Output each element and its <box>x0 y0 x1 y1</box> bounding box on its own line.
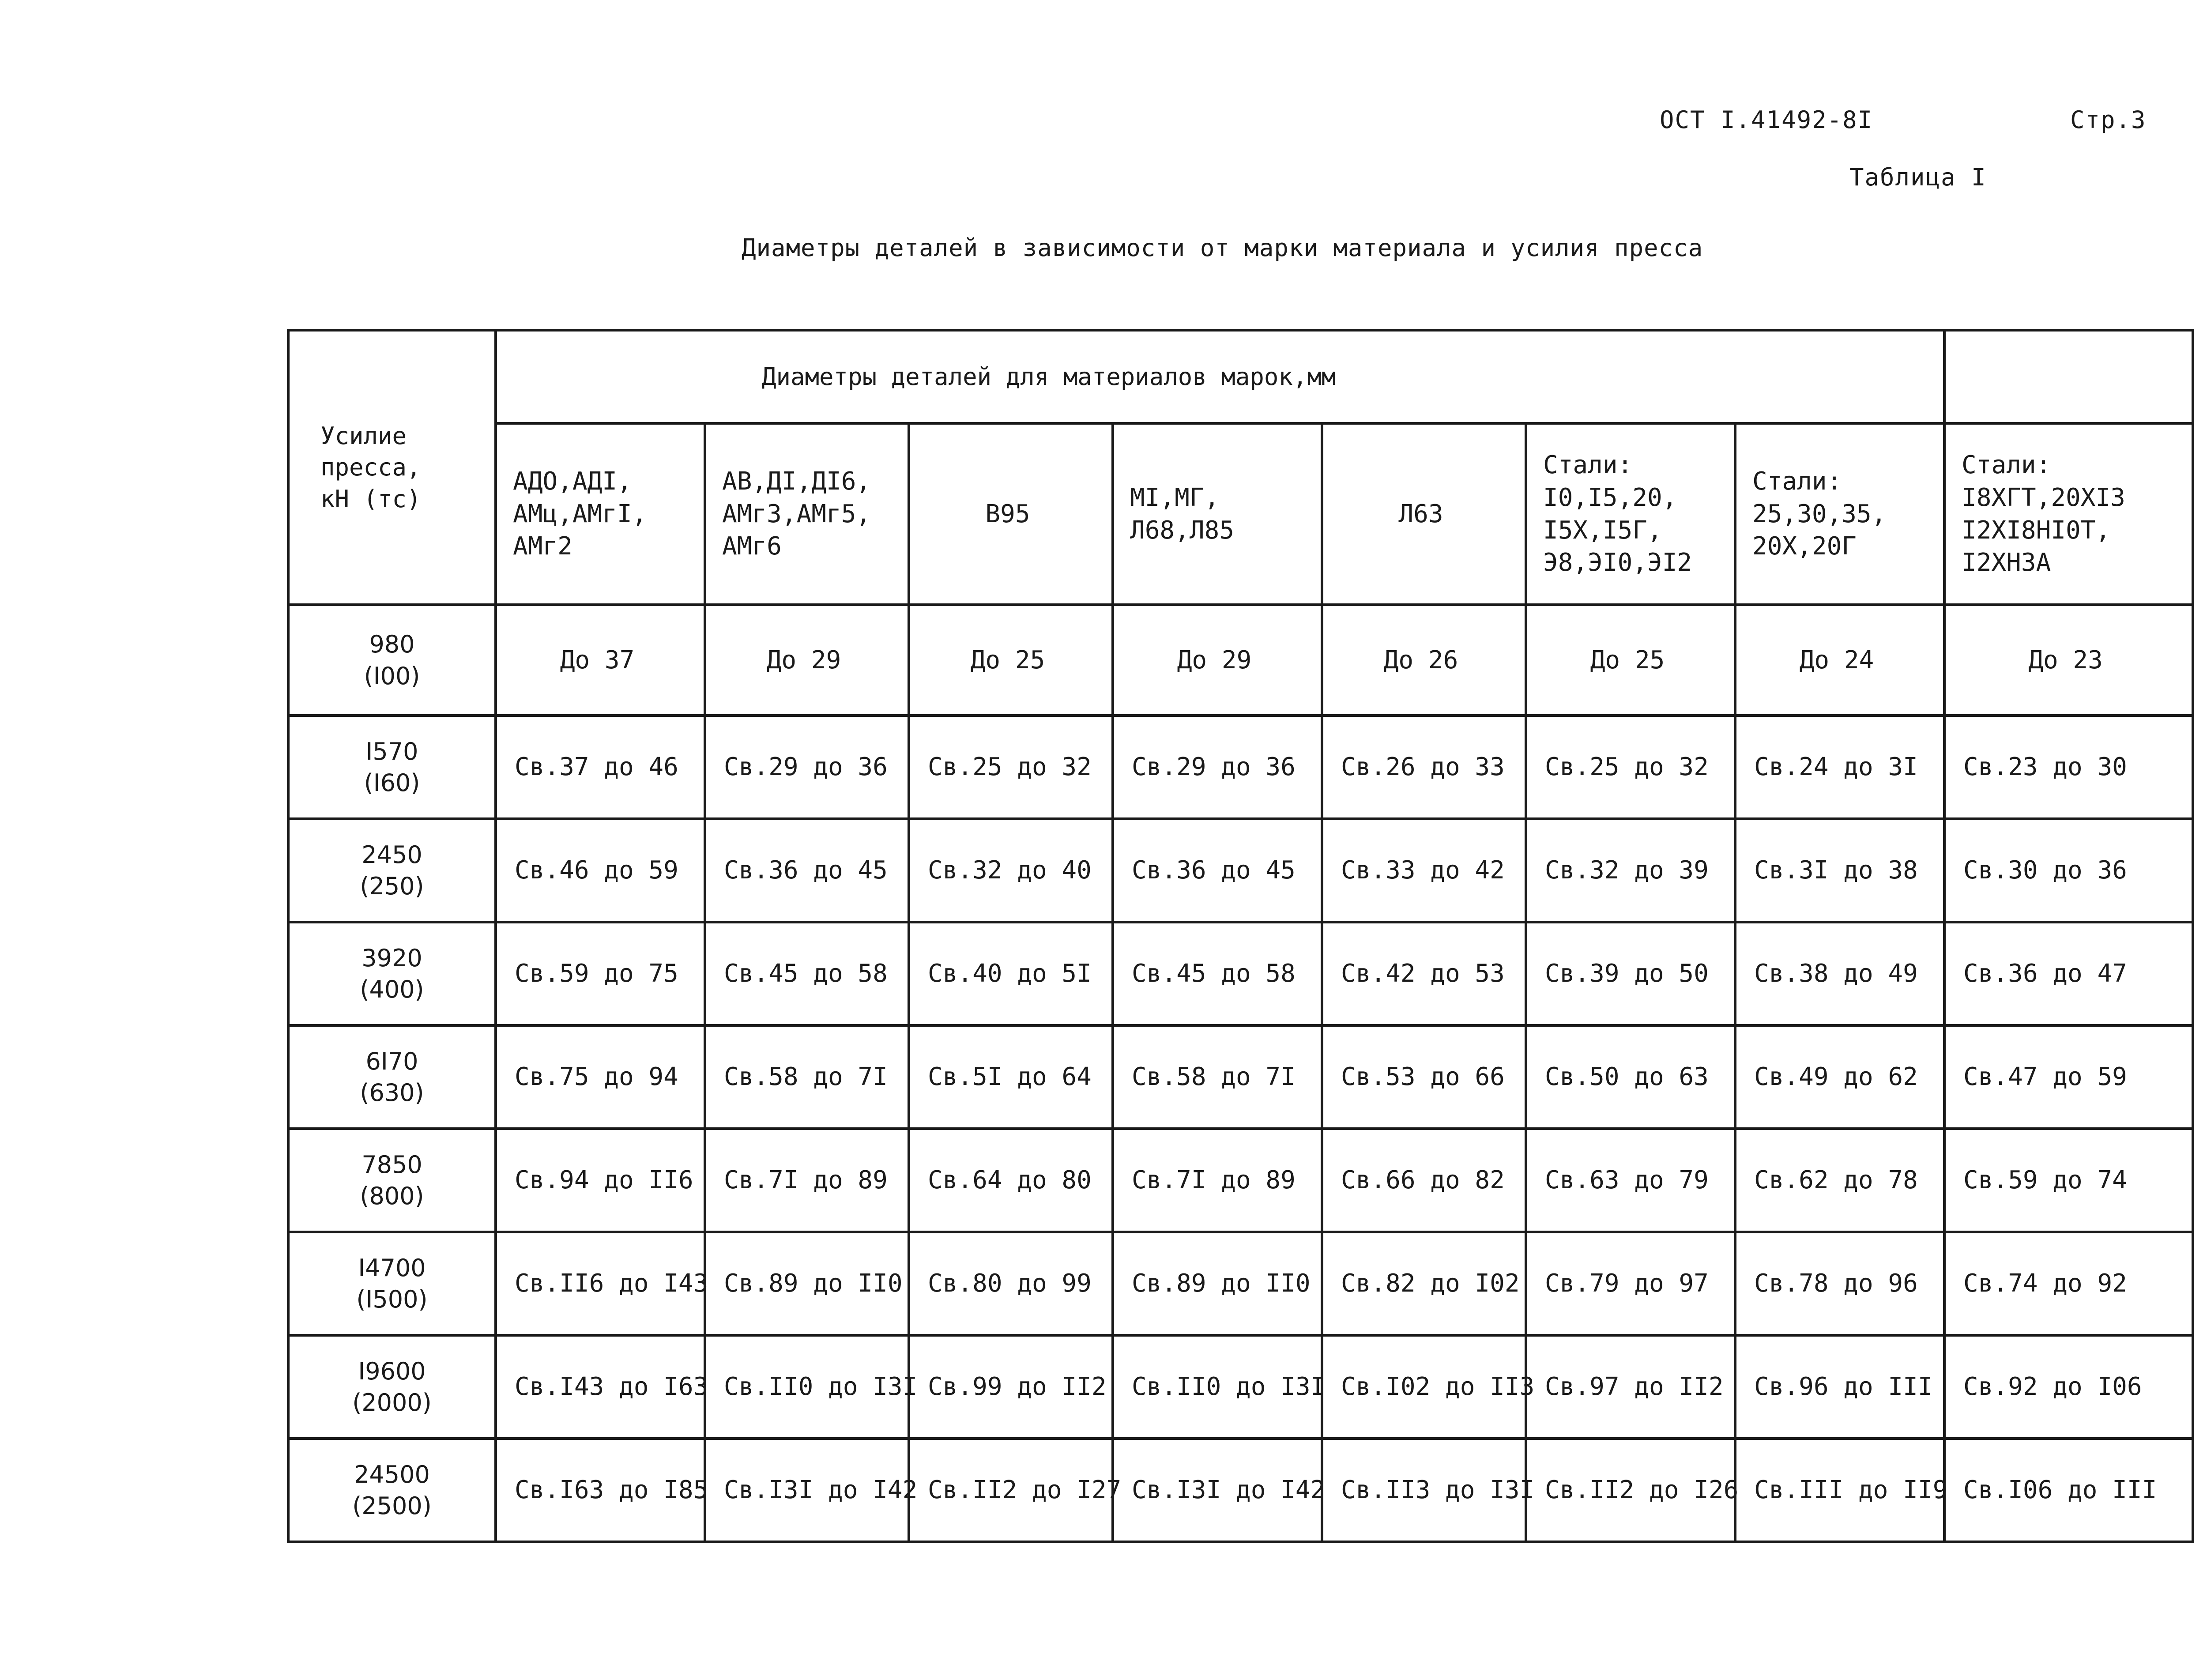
material-header-line: I8ХГТ,20ХI3 <box>1962 483 2125 512</box>
table-row <box>288 605 2193 716</box>
table-label: Таблица I <box>1849 163 1987 191</box>
diameter-cell: Св.58 до 7I <box>1113 1025 1322 1129</box>
material-header-line: АМг2 <box>513 532 572 561</box>
diameter-cell: Св.III до II9 <box>1735 1439 1944 1542</box>
force-kn: 6I70 <box>365 1047 418 1075</box>
diameters-span-header: Диаметры деталей для материалов марок,мм <box>496 330 1944 423</box>
force-kn: 24500 <box>354 1460 430 1488</box>
diameter-cell: Св.I06 до III <box>1944 1439 2193 1542</box>
material-header <box>1944 423 2193 605</box>
diameter-cell: Св.38 до 49 <box>1735 922 1944 1025</box>
diameter-cell: Св.5I до 64 <box>909 1025 1113 1129</box>
diameter-cell: Св.40 до 5I <box>909 922 1113 1025</box>
diameter-cell: Св.80 до 99 <box>909 1232 1113 1335</box>
diameter-cell: Св.II2 до I27 <box>909 1439 1113 1542</box>
diameter-cell: Св.24 до 3I <box>1735 716 1944 819</box>
force-kn: 980 <box>369 630 415 659</box>
force-header <box>288 330 496 605</box>
diameter-cell: Св.36 до 45 <box>1113 819 1322 922</box>
diameter-cell: До 25 <box>1526 605 1735 716</box>
diameter-cell: До 24 <box>1735 605 1944 716</box>
diameter-cell: Св.94 до II6 <box>496 1129 705 1232</box>
material-header-line: АМг3,АМг5, <box>722 499 871 528</box>
diameter-cell: До 29 <box>1113 605 1322 716</box>
diameter-cell: Св.97 до II2 <box>1526 1335 1735 1439</box>
material-header-line: АВ,ДI,ДI6, <box>722 467 871 496</box>
material-header-line: АМц,АМгI, <box>513 499 647 528</box>
diameter-cell: Св.II6 до I43 <box>496 1232 705 1335</box>
force-kn: 7850 <box>362 1150 422 1179</box>
diameter-cell: Св.50 до 63 <box>1526 1025 1735 1129</box>
material-header <box>496 423 705 605</box>
diameter-cell: Св.66 до 82 <box>1322 1129 1526 1232</box>
press-force-cell <box>288 1232 496 1335</box>
diameter-cell: Св.74 до 92 <box>1944 1232 2193 1335</box>
material-header-line: I5Х,I5Г, <box>1543 516 1662 545</box>
diameter-cell: Св.7I до 89 <box>1113 1129 1322 1232</box>
material-header-line: Стали: <box>1962 450 2051 479</box>
diameter-cell: Св.59 до 74 <box>1944 1129 2193 1232</box>
diameter-cell: Св.23 до 30 <box>1944 716 2193 819</box>
diameter-table <box>287 329 2194 1543</box>
press-force-cell <box>288 1335 496 1439</box>
table-title: Диаметры деталей в зависимости от марки материала и усилия пресса <box>742 234 1703 262</box>
diameter-cell: Св.II0 до I3I <box>1113 1335 1322 1439</box>
table-row <box>288 716 2193 819</box>
diameter-cell: Св.45 до 58 <box>1113 922 1322 1025</box>
diameter-cell: Св.33 до 42 <box>1322 819 1526 922</box>
diameter-cell: Св.92 до I06 <box>1944 1335 2193 1439</box>
diameter-cell: Св.29 до 36 <box>1113 716 1322 819</box>
material-header-line: Стали: <box>1752 467 1842 496</box>
press-force-cell <box>288 716 496 819</box>
diameter-cell: Св.89 до II0 <box>705 1232 909 1335</box>
material-header <box>1735 423 1944 605</box>
force-kn: I570 <box>365 737 418 765</box>
table-row <box>288 1335 2193 1439</box>
diameter-cell: Св.96 до III <box>1735 1335 1944 1439</box>
force-tc: (2000) <box>352 1389 432 1416</box>
force-tc: (I500) <box>356 1285 428 1313</box>
diameter-cell: Св.I3I до I42 <box>1113 1439 1322 1542</box>
diameter-cell: Св.7I до 89 <box>705 1129 909 1232</box>
diameter-cell: Св.63 до 79 <box>1526 1129 1735 1232</box>
force-tc: (800) <box>360 1182 424 1210</box>
material-header <box>909 423 1113 605</box>
diameter-cell: Св.36 до 47 <box>1944 922 2193 1025</box>
table-row <box>288 1025 2193 1129</box>
empty-header-cell <box>1944 330 2193 423</box>
material-header-line: МI,МГ, <box>1130 483 1220 512</box>
diameter-cell: До 37 <box>496 605 705 716</box>
diameter-cell: Св.II3 до I3I <box>1322 1439 1526 1542</box>
diameter-cell: Св.30 до 36 <box>1944 819 2193 922</box>
diameter-cell: Св.53 до 66 <box>1322 1025 1526 1129</box>
force-kn: I9600 <box>358 1357 426 1385</box>
diameter-cell: До 25 <box>909 605 1113 716</box>
force-tc: (400) <box>360 976 424 1003</box>
diameter-cell: Св.49 до 62 <box>1735 1025 1944 1129</box>
material-header-line: I0,I5,20, <box>1543 483 1677 512</box>
force-header-line: Усилие <box>320 422 407 450</box>
diameter-cell: Св.79 до 97 <box>1526 1232 1735 1335</box>
diameter-cell: До 26 <box>1322 605 1526 716</box>
diameter-cell: Св.42 до 53 <box>1322 922 1526 1025</box>
force-kn: 2450 <box>362 840 422 869</box>
diameter-cell: Св.62 до 78 <box>1735 1129 1944 1232</box>
diameter-cell: Св.29 до 36 <box>705 716 909 819</box>
diameter-cell: Св.64 до 80 <box>909 1129 1113 1232</box>
diameter-cell: Св.99 до II2 <box>909 1335 1113 1439</box>
press-force-cell <box>288 1025 496 1129</box>
material-header-line: Э8,ЭI0,ЭI2 <box>1543 548 1692 577</box>
force-tc: (I60) <box>364 769 420 797</box>
diameter-cell: Св.I02 до II3 <box>1322 1335 1526 1439</box>
material-header <box>1526 423 1735 605</box>
force-header-line: пресса, <box>320 453 421 482</box>
diameter-cell: Св.I43 до I63 <box>496 1335 705 1439</box>
material-header-line: 20Х,20Г <box>1752 532 1857 561</box>
diameter-cell: Св.59 до 75 <box>496 922 705 1025</box>
material-header <box>1113 423 1322 605</box>
diameter-cell: Св.3I до 38 <box>1735 819 1944 922</box>
diameter-cell: Св.89 до II0 <box>1113 1232 1322 1335</box>
table-row <box>288 819 2193 922</box>
diameter-cell: Св.47 до 59 <box>1944 1025 2193 1129</box>
material-header-line: 25,30,35, <box>1752 499 1887 528</box>
page-label: Стр.3 <box>2070 106 2147 134</box>
material-header-line: Стали: <box>1543 450 1633 479</box>
force-tc: (250) <box>360 872 424 900</box>
table-row <box>288 922 2193 1025</box>
diameter-cell: Св.25 до 32 <box>1526 716 1735 819</box>
diameter-cell: Св.46 до 59 <box>496 819 705 922</box>
force-tc: (2500) <box>352 1492 432 1520</box>
diameter-cell: Св.32 до 40 <box>909 819 1113 922</box>
force-tc: (630) <box>360 1079 424 1107</box>
diameter-cell: Св.58 до 7I <box>705 1025 909 1129</box>
diameter-cell: Св.75 до 94 <box>496 1025 705 1129</box>
diameter-cell: Св.25 до 32 <box>909 716 1113 819</box>
force-header-line: кН (тс) <box>320 485 421 513</box>
material-header-line: I2ХН3А <box>1962 548 2051 577</box>
material-header-line: АДО,АДI, <box>513 467 632 496</box>
diameter-cell: Св.II2 до I26 <box>1526 1439 1735 1542</box>
diameter-cell: Св.I63 до I85 <box>496 1439 705 1542</box>
diameter-cell: Св.78 до 96 <box>1735 1232 1944 1335</box>
diameter-cell: До 23 <box>1944 605 2193 716</box>
diameter-cell: Св.37 до 46 <box>496 716 705 819</box>
table-row <box>288 1129 2193 1232</box>
diameter-cell: Св.39 до 50 <box>1526 922 1735 1025</box>
force-tc: (I00) <box>364 662 420 690</box>
table-row <box>288 1439 2193 1542</box>
diameter-cell: Св.82 до I02 <box>1322 1232 1526 1335</box>
diameter-cell: Св.I3I до I42 <box>705 1439 909 1542</box>
table-row <box>288 1232 2193 1335</box>
force-kn: I4700 <box>358 1254 426 1282</box>
document-code: ОСТ I.41492-8I <box>1660 106 1873 134</box>
press-force-cell <box>288 1129 496 1232</box>
diameter-cell: Св.45 до 58 <box>705 922 909 1025</box>
press-force-cell <box>288 605 496 716</box>
diameter-cell: До 29 <box>705 605 909 716</box>
material-header-line: Л63 <box>1398 499 1443 528</box>
material-header-line: АМг6 <box>722 532 782 561</box>
force-kn: 3920 <box>362 944 422 972</box>
material-header <box>1322 423 1526 605</box>
diameter-cell: Св.26 до 33 <box>1322 716 1526 819</box>
diameter-cell: Св.II0 до I3I <box>705 1335 909 1439</box>
material-header-line: Л68,Л85 <box>1130 516 1235 545</box>
material-header-line: В95 <box>985 499 1030 528</box>
material-header-line: I2ХI8НI0Т, <box>1962 516 2111 545</box>
press-force-cell <box>288 1439 496 1542</box>
diameter-cell: Св.32 до 39 <box>1526 819 1735 922</box>
press-force-cell <box>288 922 496 1025</box>
press-force-cell <box>288 819 496 922</box>
diameter-cell: Св.36 до 45 <box>705 819 909 922</box>
material-header <box>705 423 909 605</box>
